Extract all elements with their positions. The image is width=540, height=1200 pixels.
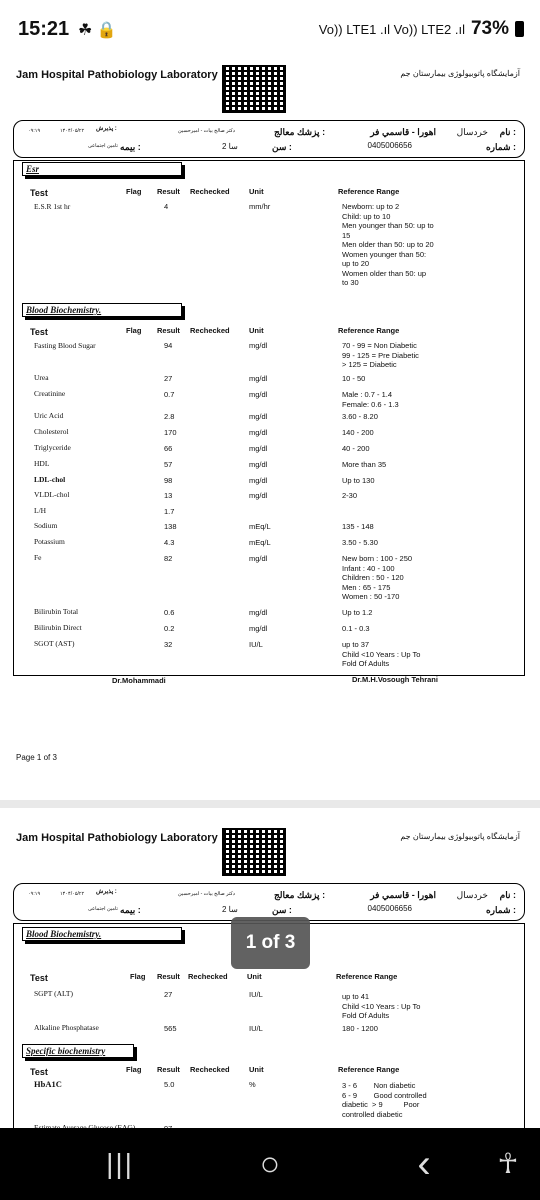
- test-name: Bilirubin Total: [34, 607, 79, 616]
- col-unit: Unit: [249, 187, 264, 196]
- home-button[interactable]: ○: [259, 1145, 281, 1183]
- test-name: SGOT (AST): [34, 639, 75, 648]
- test-reference: Up to 130: [342, 476, 375, 485]
- qr-code: [222, 65, 286, 113]
- patient-name: اهورا - قاسمي فر: [370, 127, 436, 137]
- test-reference: Male : 0.7 - 1.4 Female: 0.6 - 1.3: [342, 390, 399, 409]
- test-reference: 40 - 200: [342, 444, 370, 453]
- test-result: 27: [164, 374, 173, 383]
- test-result: 0.6: [164, 608, 175, 617]
- col-result: Result: [157, 326, 180, 335]
- test-reference: 0.1 - 0.3: [342, 624, 370, 633]
- page-number: Page 1 of 3: [16, 753, 57, 762]
- qr-code: [222, 828, 286, 876]
- test-unit: mg/dl: [249, 444, 268, 453]
- test-unit: mg/dl: [249, 476, 268, 485]
- col-test: Test: [30, 973, 48, 983]
- test-unit: mm/hr: [249, 202, 271, 211]
- test-reference: 135 - 148: [342, 522, 374, 531]
- test-reference: 140 - 200: [342, 428, 374, 437]
- test-reference: 3.60 - 8.20: [342, 412, 378, 421]
- col-unit: Unit: [249, 1065, 264, 1074]
- col-result: Result: [157, 1065, 180, 1074]
- test-reference: 70 - 99 = Non Diabetic 99 - 125 = Pre Diabetic > 125 = Diabetic: [342, 341, 419, 369]
- patient-name: اهورا - قاسمي فر: [370, 890, 436, 900]
- test-unit: IU/L: [249, 1024, 263, 1033]
- doctor-name: دكتر صالح بیات - امیرحسین: [178, 128, 235, 134]
- recent-apps-button[interactable]: |||: [106, 1148, 134, 1179]
- test-name: VLDL-chol: [34, 490, 70, 499]
- number-label: شماره :: [485, 142, 516, 152]
- test-unit: mg/dl: [249, 608, 268, 617]
- test-result: 4: [164, 202, 169, 211]
- signature-right: Dr.M.H.Vosough Tehrani: [352, 675, 438, 684]
- doctor-label: پزشك معالج :: [274, 890, 326, 900]
- col-rechecked: Rechecked: [190, 326, 230, 335]
- test-unit: %: [249, 1080, 256, 1089]
- section-title-specific-biochemistry: Specific biochemistry: [22, 1044, 134, 1058]
- status-bar: [0, 0, 540, 60]
- test-unit: IU/L: [249, 640, 263, 649]
- admit-date: ۱۴۰۴/۰۵/۲۲: [60, 891, 85, 897]
- test-unit: mg/dl: [249, 390, 268, 399]
- test-unit: mg/dl: [249, 341, 268, 350]
- patient-number: 0405006656: [367, 904, 412, 913]
- battery-icon: [515, 21, 524, 37]
- test-result: 5.0: [164, 1080, 175, 1089]
- test-result: 0.7: [164, 390, 175, 399]
- test-name: Cholesterol: [34, 427, 69, 436]
- test-reference: More than 35: [342, 460, 387, 469]
- clock: 15:21: [18, 18, 70, 40]
- test-result: 138: [164, 522, 177, 531]
- col-reference: Reference Range: [338, 1065, 400, 1074]
- col-test: Test: [30, 1067, 48, 1077]
- back-button[interactable]: ‹: [417, 1142, 431, 1186]
- test-reference: up to 41 Child <10 Years : Up To Fold Of Adults: [342, 992, 421, 1020]
- patient-info-box: [13, 883, 525, 921]
- test-result: 13: [164, 491, 173, 500]
- test-result: 82: [164, 554, 173, 563]
- col-reference: Reference Range: [338, 187, 400, 196]
- test-result: 0.2: [164, 624, 175, 633]
- test-unit: mEq/L: [249, 522, 271, 531]
- col-flag: Flag: [130, 972, 146, 981]
- test-reference: up to 37 Child <10 Years : Up To Fold Of Adults: [342, 640, 421, 668]
- col-test: Test: [30, 327, 48, 337]
- test-name: Potassium: [34, 537, 65, 546]
- patient-age: 2 سا: [222, 142, 238, 151]
- test-unit: mg/dl: [249, 374, 268, 383]
- test-name: HbA1C: [34, 1079, 62, 1089]
- test-reference: 2-30: [342, 491, 358, 500]
- test-name: Fasting Blood Sugar: [34, 341, 96, 350]
- admit-time: ۰۹:۱۹: [28, 128, 41, 134]
- test-name: Bilirubin Direct: [34, 623, 82, 632]
- name-prefix: خردسال: [456, 890, 488, 900]
- test-unit: IU/L: [249, 990, 263, 999]
- test-result: 57: [164, 460, 173, 469]
- lab-name-fa: آزمایشگاه پاتوبیولوژی بیمارستان جم: [400, 832, 520, 841]
- age-label: سن :: [272, 905, 292, 915]
- age-label: سن :: [272, 142, 292, 152]
- test-unit: mg/dl: [249, 428, 268, 437]
- section-title-blood-biochemistry: Blood Biochemistry.: [22, 927, 182, 941]
- test-unit: mg/dl: [249, 624, 268, 633]
- col-test: Test: [30, 188, 48, 198]
- doctor-label: پزشك معالج :: [274, 127, 326, 137]
- admit-date: ۱۴۰۴/۰۵/۲۲: [60, 128, 85, 134]
- section-title-esr: Esr: [22, 162, 182, 176]
- col-result: Result: [157, 187, 180, 196]
- test-result: 4.3: [164, 538, 175, 547]
- test-reference: 180 - 1200: [342, 1024, 378, 1033]
- signature-left: Dr.Mohammadi: [112, 676, 166, 685]
- test-result: 94: [164, 341, 173, 350]
- test-name: Creatinine: [34, 389, 66, 398]
- test-reference: 3.50 - 5.30: [342, 538, 378, 547]
- test-reference: New born : 100 - 250 Infant : 40 - 100 Children : 50 - 120 Men : 65 - 175 Women : 50 -170: [342, 554, 413, 601]
- col-flag: Flag: [126, 1065, 142, 1074]
- patient-info-box: [13, 120, 525, 158]
- admit-label: پذیرش :: [96, 126, 117, 132]
- test-reference: Up to 1.2: [342, 608, 373, 617]
- test-reference: 10 - 50: [342, 374, 366, 383]
- insurance-name: تامین اجتماعی: [88, 906, 118, 912]
- test-name: Triglyceride: [34, 443, 71, 452]
- col-unit: Unit: [247, 972, 262, 981]
- insurance-name: تامین اجتماعی: [88, 143, 118, 149]
- test-result: 27: [164, 990, 173, 999]
- patient-number: 0405006656: [367, 141, 412, 150]
- signal-icon: Vo)) LTE1 .ıl Vo)) LTE2 .ıl: [318, 21, 465, 37]
- test-result: 66: [164, 444, 173, 453]
- admit-time: ۰۹:۱۹: [28, 891, 41, 897]
- test-unit: mEq/L: [249, 538, 271, 547]
- name-label: نام :: [499, 127, 516, 137]
- test-name: Uric Acid: [34, 411, 64, 420]
- battery-level: 73%: [470, 18, 509, 39]
- col-unit: Unit: [249, 326, 264, 335]
- col-rechecked: Rechecked: [188, 972, 228, 981]
- name-label: نام :: [499, 890, 516, 900]
- test-name: LDL-chol: [34, 475, 66, 484]
- test-reference: 3 - 6 Non diabetic 6 - 9 Good controlled diabetic > 9 Poor controlled diabetic: [342, 1081, 427, 1119]
- test-name: HDL: [34, 459, 50, 468]
- test-unit: mg/dl: [249, 554, 268, 563]
- lab-name-en: Jam Hospital Pathobiology Laboratory: [16, 832, 218, 844]
- insurance-label: بیمه :: [120, 142, 141, 152]
- test-name: Alkaline Phosphatase: [34, 1023, 99, 1032]
- test-result: 170: [164, 428, 177, 437]
- report-page-1: [0, 60, 540, 800]
- col-result: Result: [157, 972, 180, 981]
- test-result: 98: [164, 476, 173, 485]
- system-indicators: [319, 18, 524, 40]
- patient-age: 2 سا: [222, 905, 238, 914]
- notification-icons: ☘ 🔒: [78, 22, 117, 39]
- name-prefix: خردسال: [456, 127, 488, 137]
- doctor-name: دكتر صالح بیات - امیرحسین: [178, 891, 235, 897]
- test-name: SGPT (ALT): [34, 989, 73, 998]
- test-result: 32: [164, 640, 173, 649]
- test-unit: mg/dl: [249, 412, 268, 421]
- test-result: 2.8: [164, 412, 175, 421]
- test-name: Sodium: [34, 521, 58, 530]
- admit-label: پذیرش :: [96, 889, 117, 895]
- test-name: E.S.R 1st hr: [34, 202, 71, 211]
- accessibility-button[interactable]: ☥: [497, 1148, 519, 1179]
- test-result: 565: [164, 1024, 177, 1033]
- test-name: Fe: [34, 553, 42, 562]
- number-label: شماره :: [485, 905, 516, 915]
- col-flag: Flag: [126, 326, 142, 335]
- col-rechecked: Rechecked: [190, 1065, 230, 1074]
- test-unit: mg/dl: [249, 491, 268, 500]
- col-reference: Reference Range: [338, 326, 400, 335]
- lab-name-fa: آزمایشگاه پاتوبیولوژی بیمارستان جم: [400, 69, 520, 78]
- col-flag: Flag: [126, 187, 142, 196]
- page-indicator: 1 of 3: [231, 917, 310, 969]
- navigation-bar: [0, 1128, 540, 1200]
- section-title-blood-biochemistry: Blood Biochemistry.: [22, 303, 182, 317]
- col-rechecked: Rechecked: [190, 187, 230, 196]
- lab-name-en: Jam Hospital Pathobiology Laboratory: [16, 69, 218, 81]
- test-result: 1.7: [164, 507, 175, 516]
- col-reference: Reference Range: [336, 972, 398, 981]
- test-name: L/H: [34, 506, 47, 515]
- test-name: Urea: [34, 373, 49, 382]
- test-reference: Newborn: up to 2 Child: up to 10 Men younger than 50: up to 15 Men older than 50: up to 20 Women younger than 50: up to 20 Women older than 50: up to 30: [342, 202, 434, 287]
- test-unit: mg/dl: [249, 460, 268, 469]
- insurance-label: بیمه :: [120, 905, 141, 915]
